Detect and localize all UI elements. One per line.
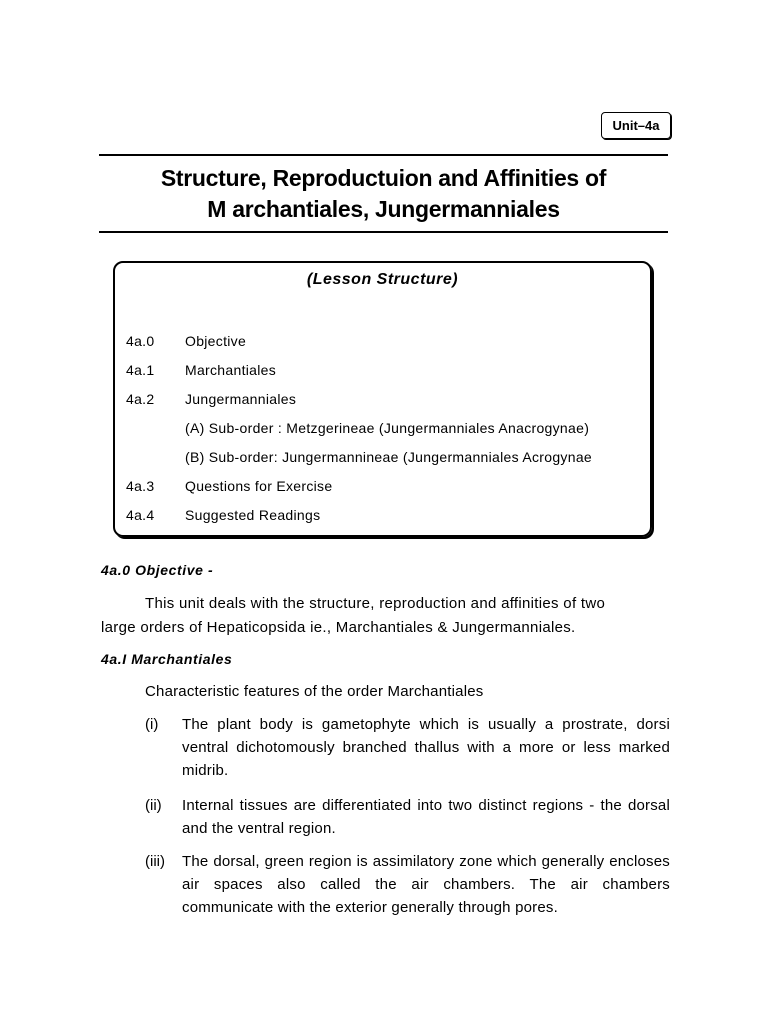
toc-label: Jungermanniales [185, 391, 297, 407]
lesson-structure-heading: (Lesson Structure) [306, 271, 459, 288]
toc-label: Questions for Exercise [185, 478, 333, 494]
page-title [99, 163, 668, 225]
list-item-number: (ii) [145, 797, 162, 814]
objective-paragraph [101, 592, 669, 640]
toc-number: 4a.3 [126, 478, 155, 494]
toc-number: 4a.4 [126, 507, 155, 523]
objective-paragraph-line-2: large orders of Hepaticopsida ie., Marchantiales & Jungermanniales. [101, 619, 576, 636]
list-item-number: (iii) [145, 853, 165, 870]
toc-number: 4a.0 [126, 333, 155, 349]
page-title-line-1: Structure, Reproductuion and Affinities of [160, 165, 607, 191]
list-item-text: The dorsal, green region is assimilatory zone which generally encloses air spaces also called the air chambers. The air chambers communicate with the exterior generally through pores. [182, 853, 670, 916]
toc-label: (B) Sub-order: Jungermannineae (Jungermanniales Acrogynae [185, 449, 592, 465]
toc-number: 4a.2 [126, 391, 155, 407]
toc-label: (A) Sub-order : Metzgerineae (Jungermanniales Anacrogynae) [185, 420, 590, 436]
list-item-text: The plant body is gametophyte which is usually a prostrate, dorsi ventral dichotomously branched thallus with a more or less marked midrib. [182, 716, 670, 779]
page-title-line-2: M archantiales, Jungermanniales [207, 196, 560, 222]
objective-paragraph-line-1: This unit deals with the structure, reproduction and affinities of two [145, 595, 606, 612]
title-top-rule [99, 154, 668, 156]
unit-badge: Unit–4a [601, 112, 671, 139]
marchantiales-intro: Characteristic features of the order Marchantiales [145, 683, 484, 700]
list-item-text: Internal tissues are differentiated into two distinct regions - the dorsal and the ventral region. [182, 797, 670, 837]
list-item-number: (i) [145, 716, 159, 733]
toc-number: 4a.1 [126, 362, 155, 378]
toc-label: Suggested Readings [185, 507, 321, 523]
toc-label: Marchantiales [185, 362, 277, 378]
section-heading-objective: 4a.0 Objective - [101, 562, 214, 578]
toc-label: Objective [185, 333, 247, 349]
title-bottom-rule [99, 231, 668, 233]
section-heading-marchantiales: 4a.I Marchantiales [101, 651, 233, 667]
lesson-structure-box [113, 261, 652, 537]
